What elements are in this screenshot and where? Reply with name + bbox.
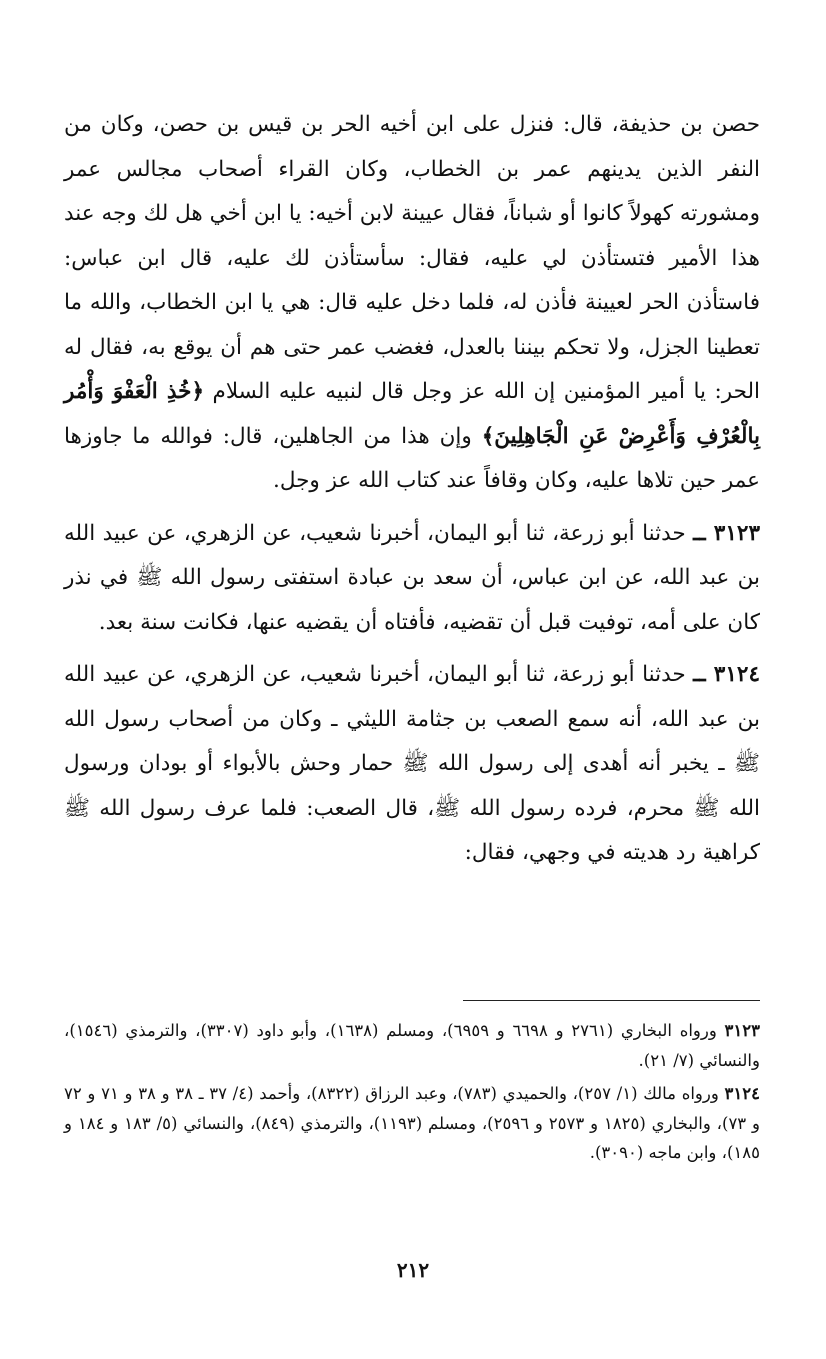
hadith-text: حدثنا أبو زرعة، ثنا أبو اليمان، أخبرنا شعيب، عن الزهري، عن عبيد الله بن عبد الله، عن ابن عباس، أن سعد بن عبادة استفتى رسول الله ﷺ في نذر كان على أمه، توفيت قبل أن تقضيه، فأفتاه أن يقضيه عنها، فكانت سنة بعد. — [64, 520, 760, 635]
footnote-text: ورواه البخاري (٢٧٦١ و ٦٦٩٨ و ٦٩٥٩)، ومسلم (١٦٣٨)، وأبو داود (٣٣٠٧)، والترمذي (١٥٤٦)، والنسائي (٧/ ٢١). — [64, 1021, 760, 1070]
hadith-number: ٣١٢٣ ــ — [693, 520, 760, 546]
paragraph-text: حصن بن حذيفة، قال: فنزل على ابن أخيه الحر بن قيس بن حصن، وكان من النفر الذين يدينهم عمر بن الخطاب، وكان القراء أصحاب مجالس عمر ومشورته كهولاً كانوا أو شباناً، فقال عيينة لابن أخيه: يا ابن أخي هل لك وجه عند هذا الأمير فتستأذن لي عليه، فقال: سأستأذن لك عليه، قال ابن عباس: فاستأذن الحر لعيينة فأذن له، فلما دخل عليه قال: هي يا ابن الخطاب، والله ما تعطينا الجزل، ولا تحكم بيننا بالعدل، فغضب عمر حتى هم أن يوقع به، فقال له الحر: يا أمير المؤمنين إن الله عز وجل قال لنبيه عليه السلام — [64, 112, 760, 404]
footnote-number: ٣١٢٤ — [724, 1084, 760, 1103]
footnote-number: ٣١٢٣ — [724, 1021, 760, 1040]
footnote — [64, 1079, 760, 1168]
footnote — [64, 1016, 760, 1075]
paragraph-continuation — [64, 103, 760, 504]
main-text — [64, 103, 760, 876]
hadith-text: حدثنا أبو زرعة، ثنا أبو اليمان، أخبرنا شعيب، عن الزهري، عن عبيد الله بن عبد الله، أنه سمع الصعب بن جثامة الليثي ـ وكان من أصحاب رسول الله ﷺ ـ يخبر أنه أهدى إلى رسول الله ﷺ حمار وحش بالأبواء أو بودان ورسول الله ﷺ محرم، فرده رسول الله ﷺ، قال الصعب: فلما عرف رسول الله ﷺ كراهية رد هديته في وجهي، فقال: — [64, 662, 760, 865]
footnotes — [64, 1016, 760, 1172]
hadith-number: ٣١٢٤ ــ — [693, 662, 760, 687]
footnote-divider — [463, 1000, 760, 1001]
hadith-3123 — [64, 512, 760, 646]
paragraph-text-end: وإن هذا من الجاهلين، قال: فوالله ما جاوزها عمر حين تلاها عليه، وكان وقافاً عند كتاب الله عز وجل. — [64, 423, 760, 493]
page-number: ٢١٢ — [396, 1258, 430, 1282]
footnote-text: ورواه مالك (١/ ٢٥٧)، والحميدي (٧٨٣)، وعبد الرزاق (٨٣٢٢)، وأحمد (٤/ ٣٧ ـ ٣٨ و ٣٨ و ٧١ و ٧٢ و ٧٣)، والبخاري (١٨٢٥ و ٢٥٧٣ و ٢٥٩٦)، ومسلم (١١٩٣)، والترمذي (٨٤٩)، والنسائي (٥/ ١٨٣ و ١٨٤ و ١٨٥)، وابن ماجه (٣٠٩٠). — [64, 1084, 761, 1162]
quran-verse: ﴿خُذِ الْعَفْوَ وَأْمُر بِالْعُرْفِ وَأَعْرِضْ عَنِ الْجَاهِلِينَ﴾ — [64, 379, 760, 449]
hadith-3124 — [64, 653, 760, 876]
